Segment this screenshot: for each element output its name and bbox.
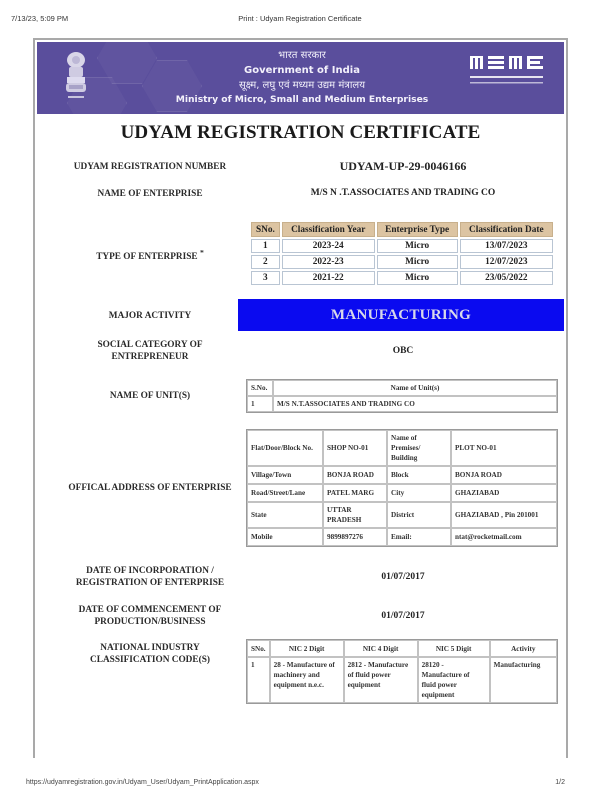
nic-label-line2: CLASSIFICATION CODE(S) [90,655,210,665]
incorporation-label-line2: REGISTRATION OF ENTERPRISE [75,578,225,588]
print-datetime: 7/13/23, 5:09 PM [11,14,69,23]
table-cell: 2022-23 [282,255,375,269]
table-cell: SHOP NO-01 [323,430,387,466]
table-row [251,239,553,253]
column-header: Classification Date [460,222,553,237]
table-cell: PLOT NO-01 [451,430,557,466]
social-category-label-line2: ENTREPRENEUR [111,352,189,362]
table-row [247,528,557,546]
table-cell: GHAZIABAD , Pin 201001 [451,502,557,528]
column-header: Classification Year [282,222,375,237]
table-cell: 1 [251,239,280,253]
table-cell: Block [387,466,451,484]
incorporation-label-line1: DATE OF INCORPORATION / [86,566,214,576]
social-category-value: OBC [392,346,414,356]
table-cell: Micro [377,255,458,269]
table-cell: District [387,502,451,528]
table-cell: City [387,484,451,502]
table-cell: PATEL MARG [323,484,387,502]
national-emblem-icon [61,50,91,104]
column-header: SNo. [251,222,280,237]
asterisk: * [199,248,204,257]
ministry-banner [37,42,564,114]
social-category-label-line1: SOCIAL CATEGORY OF [97,340,203,350]
nic-table [246,639,558,704]
table-cell: 3 [251,271,280,285]
table-cell: State [247,502,323,528]
table-cell: 2021-22 [282,271,375,285]
table-cell: 1 [247,396,273,412]
table-row [251,255,553,269]
major-activity-label: MAJOR ACTIVITY [108,311,192,321]
column-header: NIC 4 Digit [344,640,418,657]
banner-hindi-government: भारत सरकार [278,50,326,61]
table-cell: Manufacturing [490,657,557,703]
table-cell: 1 [247,657,270,703]
address-table [246,429,558,547]
nic-label [35,642,265,666]
enterprise-name: M/S N .T.ASSOCIATES AND TRADING CO [310,188,496,198]
table-cell: 28 - Manufacture of machinery and equipment n.e.c. [270,657,344,703]
table-cell: 2023-24 [282,239,375,253]
banner-ministry: Ministry of Micro, Small and Medium Enterprises [175,94,429,105]
units-label: NAME OF UNIT(S) [109,391,191,401]
address-label: OFFICAL ADDRESS OF ENTERPRISE [68,483,232,493]
page-url: https://udyamregistration.gov.in/Udyam_User/Udyam_PrintApplication.aspx [26,779,259,786]
certificate-frame [33,38,568,758]
column-header: S.No. [247,380,273,396]
table-row [247,430,557,466]
table-cell: 12/07/2023 [460,255,553,269]
table-cell: M/S N.T.ASSOCIATES AND TRADING CO [273,396,557,412]
banner-government: Government of India [244,65,360,76]
table-cell: Email: [387,528,451,546]
table-cell: UTTAR PRADESH [323,502,387,528]
table-cell: 23/05/2022 [460,271,553,285]
table-cell: 9899897276 [323,528,387,546]
table-cell: BONJA ROAD [323,466,387,484]
enterprise-name-label: NAME OF ENTERPRISE [97,189,203,199]
registration-number-label: UDYAM REGISTRATION NUMBER [73,162,227,172]
registration-number: UDYAM-UP-29-0046166 [339,159,467,173]
incorporation-label [35,565,265,589]
units-table [246,379,558,413]
table-cell: BONJA ROAD [451,466,557,484]
table-row [247,396,557,412]
table-row [247,484,557,502]
table-cell: Road/Street/Lane [247,484,323,502]
table-cell: 2812 - Manufacture of fluid power equipment [344,657,418,703]
banner-text [147,49,457,107]
table-cell: Micro [377,271,458,285]
table-cell: Flat/Door/Block No. [247,430,323,466]
certificate-title: UDYAM REGISTRATION CERTIFICATE [120,122,481,143]
table-cell: Name of Premises/ Building [387,430,451,466]
column-header: NIC 2 Digit [270,640,344,657]
table-row [247,657,557,703]
enterprise-type-table [249,220,555,287]
table-cell: ntat@rocketmail.com [451,528,557,546]
column-header: Name of Unit(s) [273,380,557,396]
commencement-label [35,604,265,628]
table-row [251,271,553,285]
page-number: 1/2 [555,779,565,786]
table-cell: 13/07/2023 [460,239,553,253]
major-activity-value: MANUFACTURING [238,299,564,331]
table-cell: Mobile [247,528,323,546]
column-header: Enterprise Type [377,222,458,237]
table-cell: GHAZIABAD [451,484,557,502]
commencement-date: 01/07/2017 [381,611,425,621]
commencement-label-line2: PRODUCTION/BUSINESS [94,617,206,627]
incorporation-date: 01/07/2017 [381,572,425,582]
table-cell: Village/Town [247,466,323,484]
table-cell: 2 [251,255,280,269]
banner-hindi-ministry: सूक्ष्म, लघु एवं मध्यम उद्यम मंत्रालय [239,80,365,91]
print-footer [0,779,600,791]
enterprise-type-label [35,247,265,263]
column-header: SNo. [247,640,270,657]
social-category-label [35,339,265,363]
commencement-label-line1: DATE OF COMMENCEMENT OF [78,605,222,615]
table-cell: Micro [377,239,458,253]
nic-label-line1: NATIONAL INDUSTRY [100,643,200,653]
print-header [0,14,600,26]
print-title: Print : Udyam Registration Certificate [238,14,362,23]
column-header: NIC 5 Digit [418,640,490,657]
msme-logo [469,54,551,94]
table-cell: 28120 - Manufacture of fluid power equipment [418,657,490,703]
table-row [247,466,557,484]
enterprise-type-label-text: TYPE OF ENTERPRISE [96,252,198,263]
column-header: Activity [490,640,557,657]
table-row [247,502,557,528]
